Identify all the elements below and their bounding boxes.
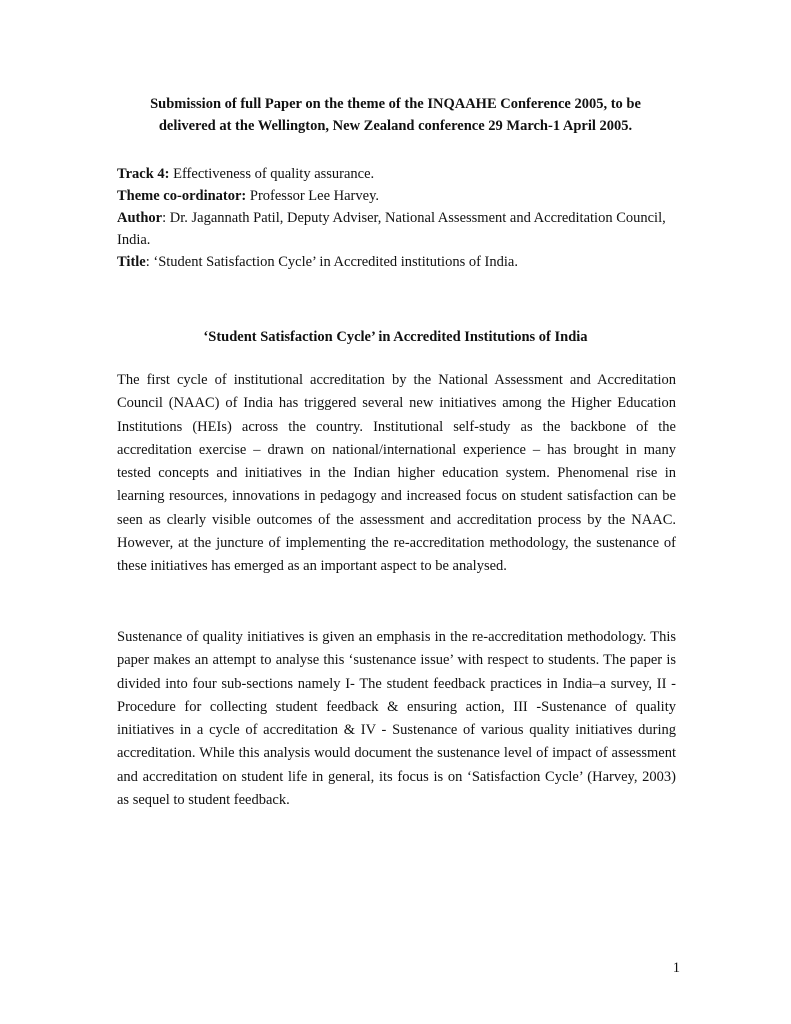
theme-value: Professor Lee Harvey. xyxy=(246,188,379,204)
theme-line xyxy=(117,185,677,207)
header-line-2: delivered at the Wellington, New Zealand conference 29 March-1 April 2005. xyxy=(158,118,633,134)
track-label: Track 4: xyxy=(117,166,170,182)
track-value: Effectiveness of quality assurance. xyxy=(169,166,375,182)
author-label: Author xyxy=(117,210,163,226)
author-line xyxy=(117,207,677,251)
body-paragraph-1: The first cycle of institutional accreditation by the National Assessment and Accreditation Council (NAAC) of India has triggered several new initiatives among the Higher Education Institutions (HEIs) across the country. Institutional self-study as the backbone of the accreditation exercise – drawn on national/international experience – has brought in many tested concepts and initiatives in the Indian higher education system. Phenomenal rise in learning resources, innovations in pedagogy and increased focus on student satisfaction can be seen as clearly visible outcomes of the assessment and accreditation process by the NAAC. However, at the juncture of implementing the re-accreditation methodology, the sustenance of these initiatives has emerged as an important aspect to be analysed. xyxy=(117,372,676,575)
body-paragraph-2: Sustenance of quality initiatives is given an emphasis in the re-accreditation methodology. This paper makes an attempt to analyse this ‘sustenance issue’ with respect to students. The paper is divided into four sub-sections namely I- The student feedback practices in India–a survey, II - Procedure for collecting student feedback & ensuring action, III -Sustenance of quality initiatives in a cycle of accreditation & IV - Sustenance of various quality initiatives during accreditation. While this analysis would document the sustenance level of impact of assessment and accreditation on student life in general, its focus is on ‘Satisfaction Cycle’ (Harvey, 2003) as sequel to student feedback. xyxy=(117,629,676,809)
title-label: Title xyxy=(117,254,146,270)
page-number: 1 xyxy=(672,960,680,976)
title-value: : ‘Student Satisfaction Cycle’ in Accredited institutions of India. xyxy=(145,254,518,270)
theme-label: Theme co-ordinator: xyxy=(117,188,247,204)
paper-metadata xyxy=(117,163,677,273)
section-title: ‘Student Satisfaction Cycle’ in Accredited Institutions of India xyxy=(203,329,588,345)
title-line xyxy=(117,251,677,273)
track-line xyxy=(117,163,677,185)
submission-header xyxy=(100,93,691,137)
header-line-1: Submission of full Paper on the theme of the INQAAHE Conference 2005, to be xyxy=(150,96,641,112)
author-value: : Dr. Jagannath Patil, Deputy Adviser, National Assessment and Accreditation Council, India. xyxy=(117,210,666,248)
